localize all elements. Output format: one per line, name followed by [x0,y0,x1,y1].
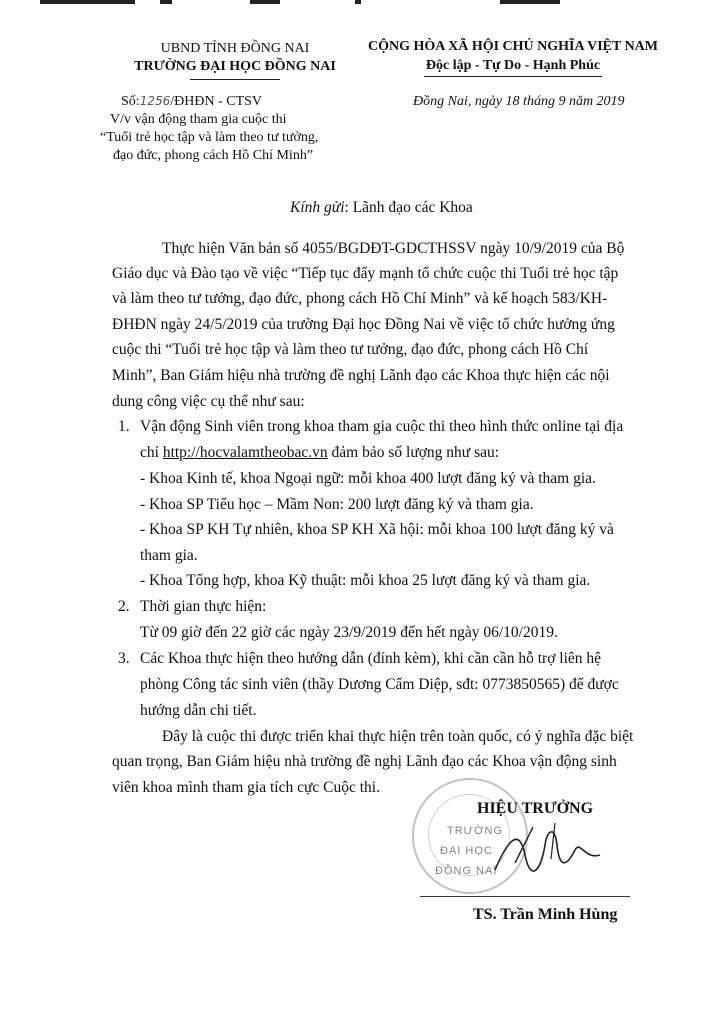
seal-text-line-3: ĐỒNG NAI [435,865,498,877]
recipient [290,199,473,217]
quota-line-5: - Khoa Tổng hợp, khoa Kỹ thuật: mỗi khoa 25 lượt đăng ký và tham gia. [140,572,591,589]
issuer-name: TRƯỜNG ĐẠI HỌC ĐỒNG NAI [134,59,336,74]
closing-line-2: quan trọng, Ban Giám hiệu nhà trường đề nghị Lãnh đạo các Khoa vận động sinh [112,753,617,770]
item-1-line-2 [140,444,499,462]
quota-line-3: - Khoa SP KH Tự nhiên, khoa SP KH Xã hội: mỗi khoa 100 lượt đăng ký và [140,521,614,538]
issuer-underline [190,79,280,80]
intro-line-5: cuộc thi “Tuổi trẻ học tập và làm theo tư tưởng, đạo đức, phong cách Hồ Chí [112,341,589,358]
intro-line-2: Giáo dục và Đào tạo về việc “Tiếp tục đẩy mạnh tổ chức cuộc thi Tuổi trẻ học tập [112,265,619,282]
quota-line-2: - Khoa SP Tiểu học – Mầm Non: 200 lượt đăng ký và tham gia. [140,496,534,513]
document-number-prefix: Số: [121,94,140,109]
item-3-line-2: phòng Công tác sinh viên (thầy Dương Cẩm Diệp, sđt: 0773850565) để được [140,676,619,693]
document-number-value: 1256 [139,94,171,108]
signature-underline [420,896,630,897]
document-date: Đồng Nai, ngày 18 tháng 9 năm 2019 [413,94,625,109]
national-title: CỘNG HÒA XÃ HỘI CHỦ NGHĨA VIỆT NAM [367,39,658,54]
intro-line-4: ĐHĐN ngày 24/5/2019 của trường Đại học Đồng Nai về việc tổ chức hưởng ứng [112,316,615,333]
contest-website-link[interactable]: http://hocvalamtheobac.vn [162,444,328,461]
intro-line-3: và làm theo tư tưởng, đạo đức, phong cách Hồ Chí Minh” và kế hoạch 583/KH- [112,290,608,307]
item-3-number: 3. [118,650,130,667]
closing-line-3: viên khoa mình tham gia tích cực Cuộc thi. [112,779,380,796]
quota-line-4: tham gia. [140,547,198,564]
scan-edge-marks [0,0,718,6]
item-2-number: 2. [118,598,130,615]
intro-line-1: Thực hiện Văn bản số 4055/BGDĐT-GDCTHSSV ngày 10/9/2019 của Bộ [162,240,625,257]
item-2-detail: Từ 09 giờ đến 22 giờ các ngày 23/9/2019 đến hết ngày 06/10/2019. [140,624,558,641]
item-2-title: Thời gian thực hiện: [140,598,267,615]
seal-text-line-1: TRƯỜNG [447,825,503,837]
item-1-line-2-suffix: đảm bảo số lượng như sau: [327,444,500,461]
intro-line-6: Minh”, Ban Giám hiệu nhà trường đề nghị Lãnh đạo các Khoa thực hiện các nội [112,367,610,384]
national-motto: Độc lập - Tự Do - Hạnh Phúc [425,58,601,73]
document-number-suffix: /ĐHĐN - CTSV [170,94,263,109]
item-1-line-2-prefix: chỉ [140,444,163,461]
document-number [121,94,262,110]
item-3-line-3: hướng dẫn chi tiết. [140,702,257,719]
signatory-title: HIỆU TRƯỞNG [477,800,594,817]
item-1-number: 1. [118,418,130,435]
subject-line-2: “Tuổi trẻ học tập và làm theo tư tưởng, [100,130,319,145]
handwritten-signature [485,815,615,885]
intro-line-7: dung công việc cụ thể như sau: [112,393,305,410]
subject-line-3: đạo đức, phong cách Hồ Chí Minh” [113,148,314,163]
issuer-authority: UBND TỈNH ĐỒNG NAI [160,41,310,56]
recipient-label: Kính gửi [290,199,345,216]
item-3-line-1: Các Khoa thực hiện theo hướng dẫn (đính kèm), khi cần cần hỗ trợ liên hệ [140,650,602,667]
quota-line-1: - Khoa Kinh tế, khoa Ngoại ngữ: mỗi khoa 400 lượt đăng ký và tham gia. [140,470,596,487]
item-1-line-1: Vận động Sinh viên trong khoa tham gia cuộc thi theo hình thức online tại địa [140,418,624,435]
closing-line-1: Đây là cuộc thi được triển khai thực hiện trên toàn quốc, có ý nghĩa đặc biệt [162,728,634,745]
subject-line-1: V/v vận động tham gia cuộc thi [110,112,287,127]
recipient-value: : Lãnh đạo các Khoa [344,199,473,216]
motto-underline [424,76,602,77]
seal-text-line-2: ĐẠI HỌC [440,845,493,857]
signatory-name: TS. Trần Minh Hùng [473,906,618,923]
